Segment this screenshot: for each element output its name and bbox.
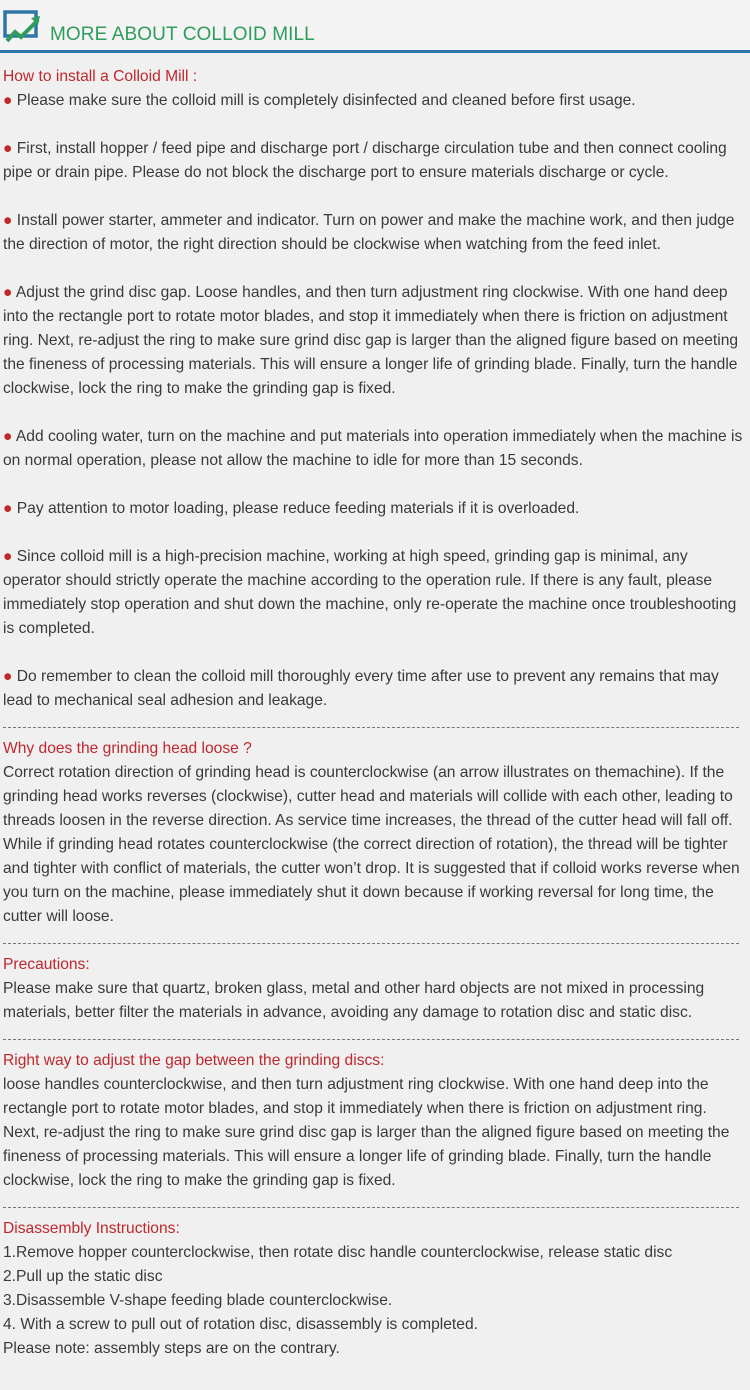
precautions-paragraph: Please make sure that quartz, broken glass, metal and other hard objects are not mixed in processing materials, better filter the materials in advance, avoiding any damage to rotation disc and static disc. <box>3 980 705 1021</box>
install-item: ● First, install hopper / feed pipe and discharge port / discharge circulation tube and then connect cooling pipe or drain pipe. Please do not block the discharge port to ensure materials discharge or cycle. <box>3 140 727 181</box>
header-divider <box>0 50 750 53</box>
bullet-icon: ● <box>3 212 13 229</box>
install-item: ● Adjust the grind disc gap. Loose handles, and then turn adjustment ring clockwise. With one hand deep into the rectangle port to rotate motor blades, and stop it immediately when there is friction on adjustment ring. Next, re-adjust the ring to make sure grind disc gap is larger than the aligned figure based on meeting the fineness of processing materials. This will ensure a longer life of grinding blade. Finally, turn the handle clockwise, lock the ring to make the grinding gap is fixed. <box>3 284 739 397</box>
bullet-icon: ● <box>3 428 13 445</box>
install-item: ● Please make sure the colloid mill is completely disinfected and cleaned before first usage. <box>3 92 636 109</box>
bullet-icon: ● <box>3 284 13 301</box>
install-item: ● Pay attention to motor loading, please reduce feeding materials if it is overloaded. <box>3 500 580 517</box>
disassembly-step: 1.Remove hopper counterclockwise, then rotate disc handle counterclockwise, release static disc <box>3 1244 673 1261</box>
dashed-divider <box>3 713 747 737</box>
disassembly-step: 2.Pull up the static disc <box>3 1268 163 1285</box>
precautions-heading: Precautions: <box>3 956 90 973</box>
disassembly-step: 3.Disassemble V-shape feeding blade counterclockwise. <box>3 1292 393 1309</box>
install-heading: How to install a Colloid Mill : <box>3 68 198 85</box>
bullet-icon: ● <box>3 500 13 517</box>
dashed-divider <box>3 929 747 953</box>
disassembly-step: 4. With a screw to pull out of rotation disc, disassembly is completed. <box>3 1316 478 1333</box>
disassembly-note: Please note: assembly steps are on the contrary. <box>3 1340 340 1357</box>
install-item: ● Do remember to clean the colloid mill thoroughly every time after use to prevent any remains that may lead to mechanical seal adhesion and leakage. <box>3 668 719 709</box>
bullet-icon: ● <box>3 668 13 685</box>
loose-paragraph: Correct rotation direction of grinding head is counterclockwise (an arrow illustrates on themachine). If the grinding head works reverses (clockwise), cutter head and materials will collide with each other, leading to threads loosen in the reverse direction. As service time increases, the thread of the cutter head will fall off. While if grinding head rotates counterclockwise (the correct direction of rotation), the thread will be tighter and tighter with conflict of materials, the cutter won’t drop. It is suggested that if colloid works reverse when you turn on the machine, please immediately shut it down because if working reversal for long time, the cutter will loose. <box>3 764 740 925</box>
adjust-heading: Right way to adjust the gap between the grinding discs: <box>3 1052 385 1069</box>
dashed-divider <box>3 1193 747 1217</box>
chart-frame-icon <box>3 10 41 44</box>
bullet-icon: ● <box>3 140 13 157</box>
adjust-paragraph: loose handles counterclockwise, and then turn adjustment ring clockwise. With one hand deep into the rectangle port to rotate motor blades, and stop it immediately when there is friction on adjustment ring. Next, re-adjust the ring to make sure grind disc gap is larger than the aligned figure based on meeting the fineness of processing materials. This will ensure a longer life of grinding blade. Finally, turn the handle clockwise, lock the ring to make the grinding gap is fixed. <box>3 1076 730 1189</box>
install-item: ● Install power starter, ammeter and indicator. Turn on power and make the machine work, and then judge the direction of motor, the right direction should be clockwise when watching from the feed inlet. <box>3 212 735 253</box>
bullet-icon: ● <box>3 548 13 565</box>
bullet-icon: ● <box>3 92 13 109</box>
dashed-divider <box>3 1025 747 1049</box>
loose-heading: Why does the grinding head loose ? <box>3 740 252 757</box>
disassembly-heading: Disassembly Instructions: <box>3 1220 180 1237</box>
article-body <box>3 65 747 1361</box>
section-header <box>0 0 750 52</box>
install-item: ● Add cooling water, turn on the machine and put materials into operation immediately when the machine is on normal operation, please not allow the machine to idle for more than 15 seconds. <box>3 428 743 469</box>
page-title: MORE ABOUT COLLOID MILL <box>50 24 315 45</box>
install-item: ● Since colloid mill is a high-precision machine, working at high speed, grinding gap is minimal, any operator should strictly operate the machine according to the operation rule. If there is any fault, please immediately stop operation and shut down the machine, only re-operate the machine once troubleshooting is completed. <box>3 548 737 637</box>
